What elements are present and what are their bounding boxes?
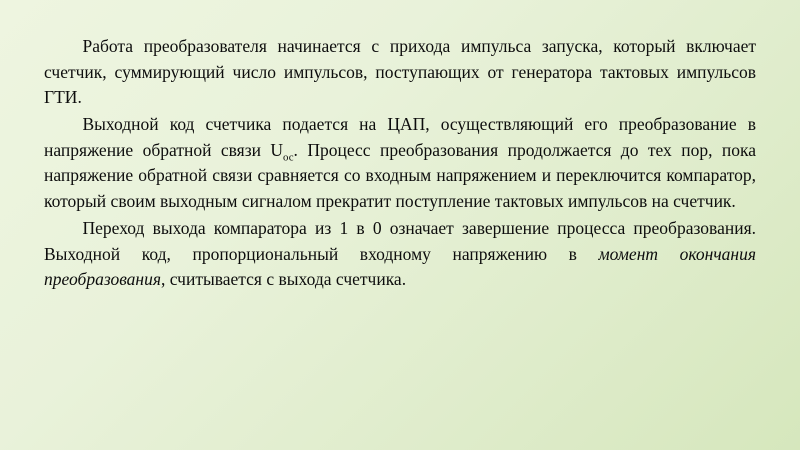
paragraph-2-text-part-1: Выходной код счетчика подается на ЦАП, осуществляющий его преобразование в напряжение обратной связи U — [44, 114, 756, 160]
paragraph-3-text-part-1: Переход выхода компаратора из 1 в 0 означает завершение процесса преобразования. Выходной код, пропорциональный входному напряжению в — [44, 217, 756, 264]
paragraph-1-text: Работа преобразователя начинается с прихода импульса запуска, который включает счетчик, суммирующий число импульсов, поступающих от генератора тактовых импульсов ГТИ. — [44, 36, 756, 108]
paragraph-3 — [44, 216, 756, 293]
paragraph-2 — [44, 112, 756, 215]
subscript-oc: ос — [283, 151, 294, 164]
slide-body-text — [44, 34, 756, 293]
paragraph-3-emphasis: момент окончания преобразования — [44, 243, 756, 290]
paragraph-3-text-part-2: , считывается с выхода счетчика. — [161, 269, 407, 290]
paragraph-1 — [44, 34, 756, 111]
paragraph-2-text-part-2: . Процесс преобразования продолжается до тех пор, пока напряжение обратной связи сравняется со входным напряжением и переключится компаратор, который своим выходным сигналом прекратит поступление тактовых импульсов на счетчик. — [44, 139, 756, 212]
